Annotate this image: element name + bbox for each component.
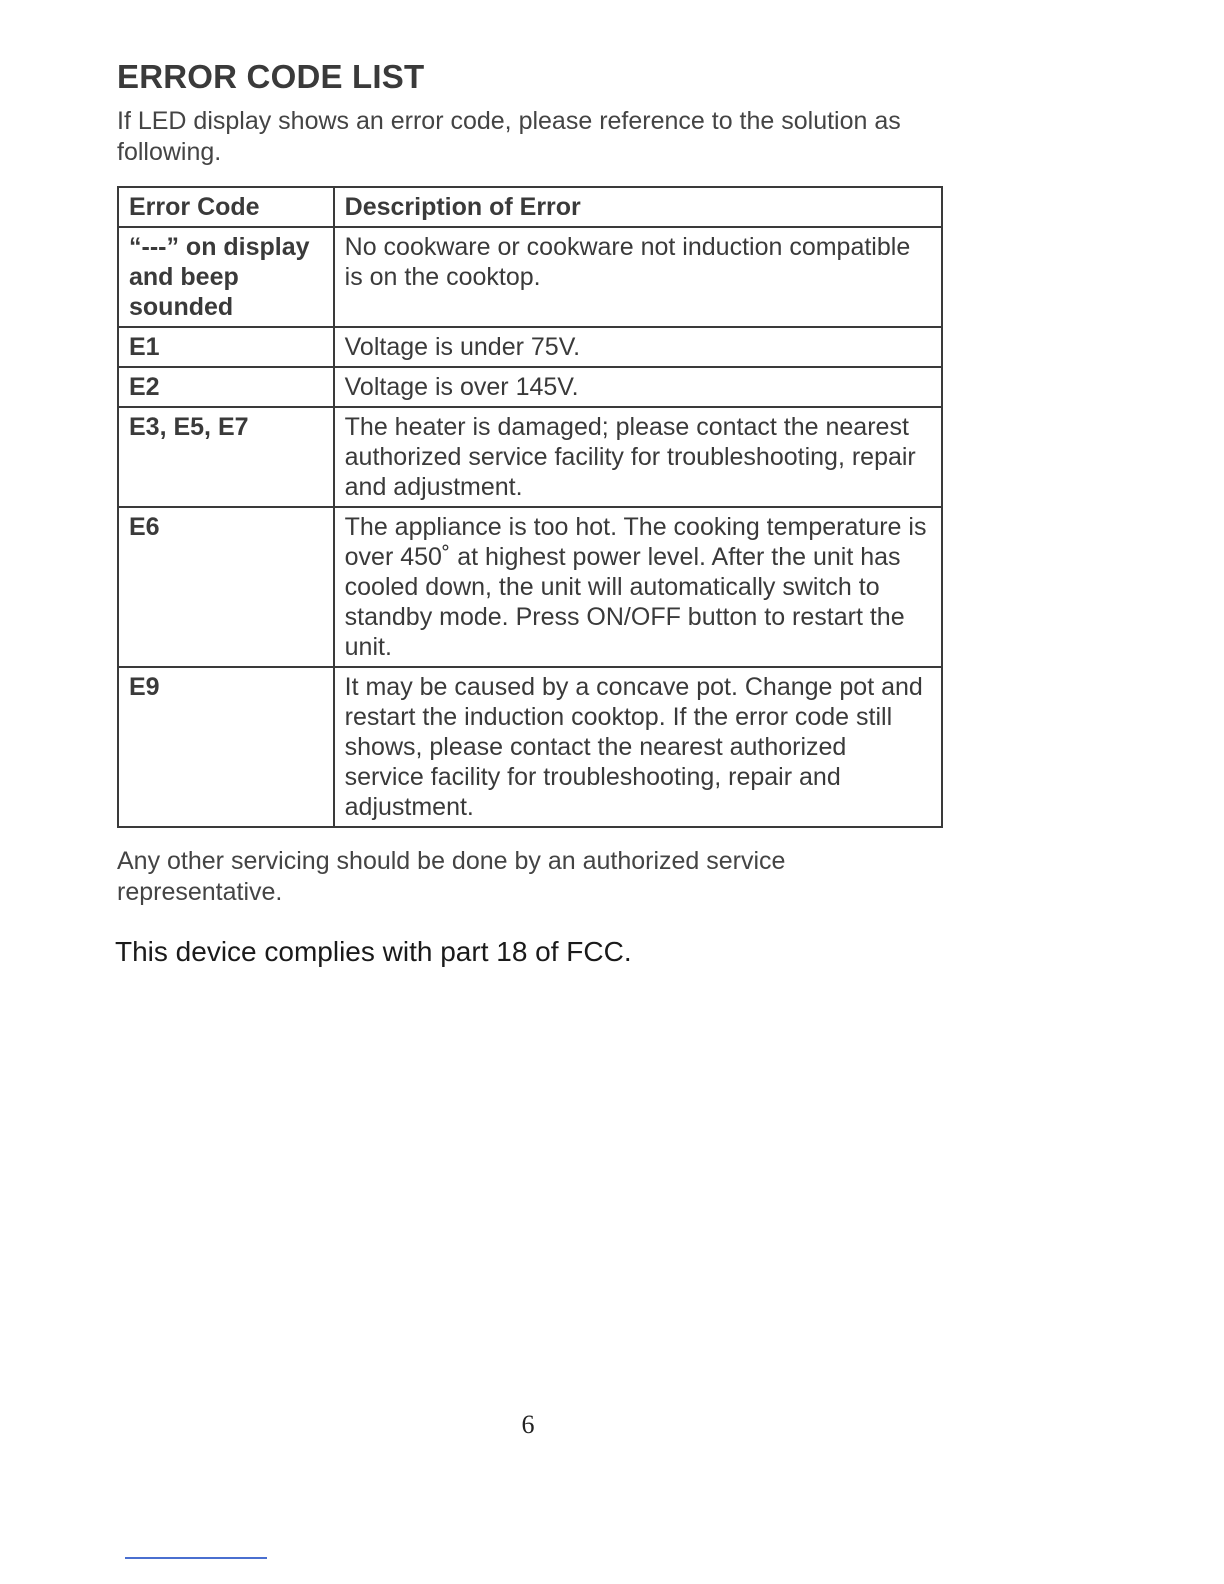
table-row	[118, 507, 942, 667]
error-description-cell: The appliance is too hot. The cooking temperature is over 450˚ at highest power level. After the unit has cooled down, the unit will automatically switch to standby mode. Press ON/OFF button to restart the unit.	[334, 507, 942, 667]
servicing-note: Any other servicing should be done by an authorized service representative.	[117, 847, 786, 906]
footer-divider	[125, 1557, 267, 1559]
table-header-row	[118, 187, 942, 227]
error-code-cell: E6	[118, 507, 334, 667]
error-description-cell: The heater is damaged; please contact the nearest authorized service facility for troubleshooting, repair and adjustment.	[334, 407, 942, 507]
page-number: 6	[521, 1410, 535, 1439]
error-code-table	[117, 186, 943, 828]
error-description-cell: Voltage is under 75V.	[334, 327, 942, 367]
error-code-cell: E3, E5, E7	[118, 407, 334, 507]
table-row	[118, 407, 942, 507]
table-row	[118, 327, 942, 367]
fcc-compliance-statement: This device complies with part 18 of FCC.	[115, 936, 632, 967]
intro-paragraph: If LED display shows an error code, please reference to the solution as following.	[117, 107, 901, 166]
error-code-cell: E2	[118, 367, 334, 407]
error-code-cell: E9	[118, 667, 334, 827]
column-header-description: Description of Error	[334, 187, 942, 227]
table-row	[118, 227, 942, 327]
page-title: ERROR CODE LIST	[117, 58, 425, 95]
error-description-cell: No cookware or cookware not induction compatible is on the cooktop.	[334, 227, 942, 327]
column-header-error-code: Error Code	[118, 187, 334, 227]
error-code-cell: “---” on display and beep sounded	[118, 227, 334, 327]
error-code-cell: E1	[118, 327, 334, 367]
error-description-cell: Voltage is over 145V.	[334, 367, 942, 407]
table-row	[118, 367, 942, 407]
table-row	[118, 667, 942, 827]
error-description-cell: It may be caused by a concave pot. Change pot and restart the induction cooktop. If the error code still shows, please contact the nearest authorized service facility for troubleshooting, repair and adjustment.	[334, 667, 942, 827]
